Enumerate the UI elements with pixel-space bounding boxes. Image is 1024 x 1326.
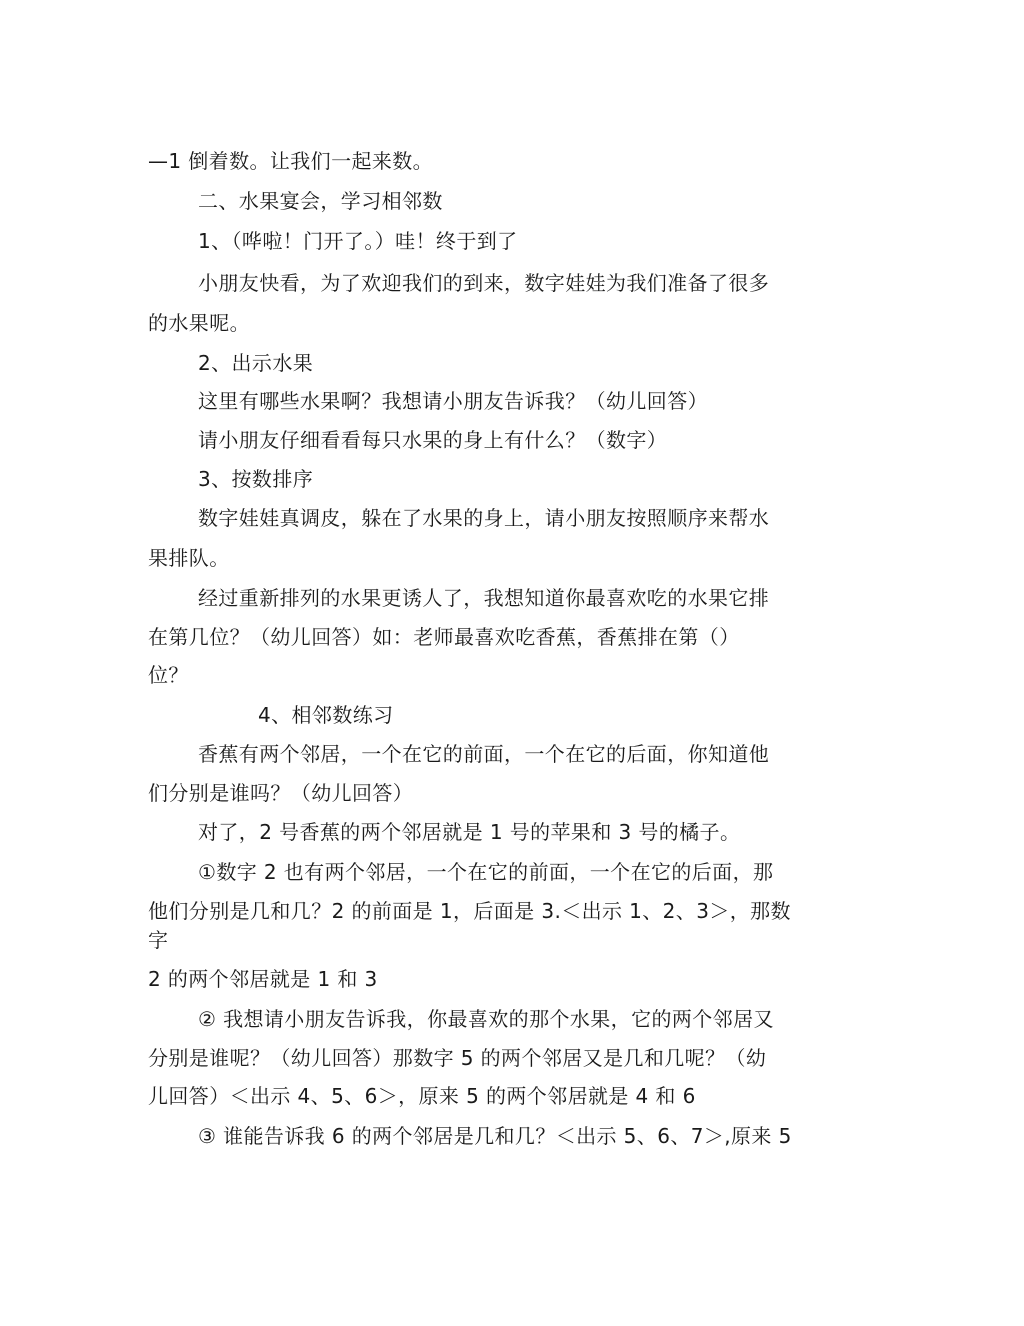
text-line: —1 倒着数。让我们一起来数。 (148, 149, 434, 173)
step-heading: 2、出示水果 (198, 351, 314, 375)
text-line: 这里有哪些水果啊？我想请小朋友告诉我？（幼儿回答） (198, 389, 708, 413)
text-line: 字 (148, 928, 169, 952)
text-line: ①数字 2 也有两个邻居，一个在它的前面，一个在它的后面，那 (198, 860, 774, 884)
text-line: ③ 谁能告诉我 6 的两个邻居是几和几？＜出示 5、6、7＞,原来 5 (198, 1124, 792, 1148)
text-line: 果排队。 (148, 546, 230, 570)
text-line: 他们分别是几和几？2 的前面是 1，后面是 3.＜出示 1、2、3＞，那数 (148, 899, 791, 923)
text-line: 经过重新排列的水果更诱人了，我想知道你最喜欢吃的水果它排 (198, 586, 770, 610)
text-line: 数字娃娃真调皮，躲在了水果的身上，请小朋友按照顺序来帮水 (198, 506, 770, 530)
text-line: ② 我想请小朋友告诉我，你最喜欢的那个水果，它的两个邻居又 (198, 1007, 774, 1031)
text-line: 位？ (148, 663, 189, 687)
step-heading: 1、（哗啦！门开了。）哇！终于到了 (198, 229, 518, 253)
text-line: 对了，2 号香蕉的两个邻居就是 1 号的苹果和 3 号的橘子。 (198, 820, 741, 844)
text-line: 们分别是谁吗？（幼儿回答） (148, 781, 414, 805)
text-line: 2 的两个邻居就是 1 和 3 (148, 967, 378, 991)
text-line: 在第几位？（幼儿回答）如：老师最喜欢吃香蕉，香蕉排在第（） (148, 625, 740, 649)
step-heading: 3、按数排序 (198, 467, 314, 491)
text-line: 请小朋友仔细看看每只水果的身上有什么？（数字） (198, 428, 668, 452)
text-line: 的水果呢。 (148, 311, 250, 335)
section-heading: 二、水果宴会，学习相邻数 (198, 189, 443, 213)
text-line: 分别是谁呢？（幼儿回答）那数字 5 的两个邻居又是几和几呢？（幼 (148, 1046, 767, 1070)
text-line: 香蕉有两个邻居，一个在它的前面，一个在它的后面，你知道他 (198, 742, 770, 766)
text-line: 儿回答）＜出示 4、5、6＞，原来 5 的两个邻居就是 4 和 6 (148, 1084, 696, 1108)
step-heading: 4、相邻数练习 (258, 703, 394, 727)
text-line: 小朋友快看，为了欢迎我们的到来，数字娃娃为我们准备了很多 (198, 271, 770, 295)
